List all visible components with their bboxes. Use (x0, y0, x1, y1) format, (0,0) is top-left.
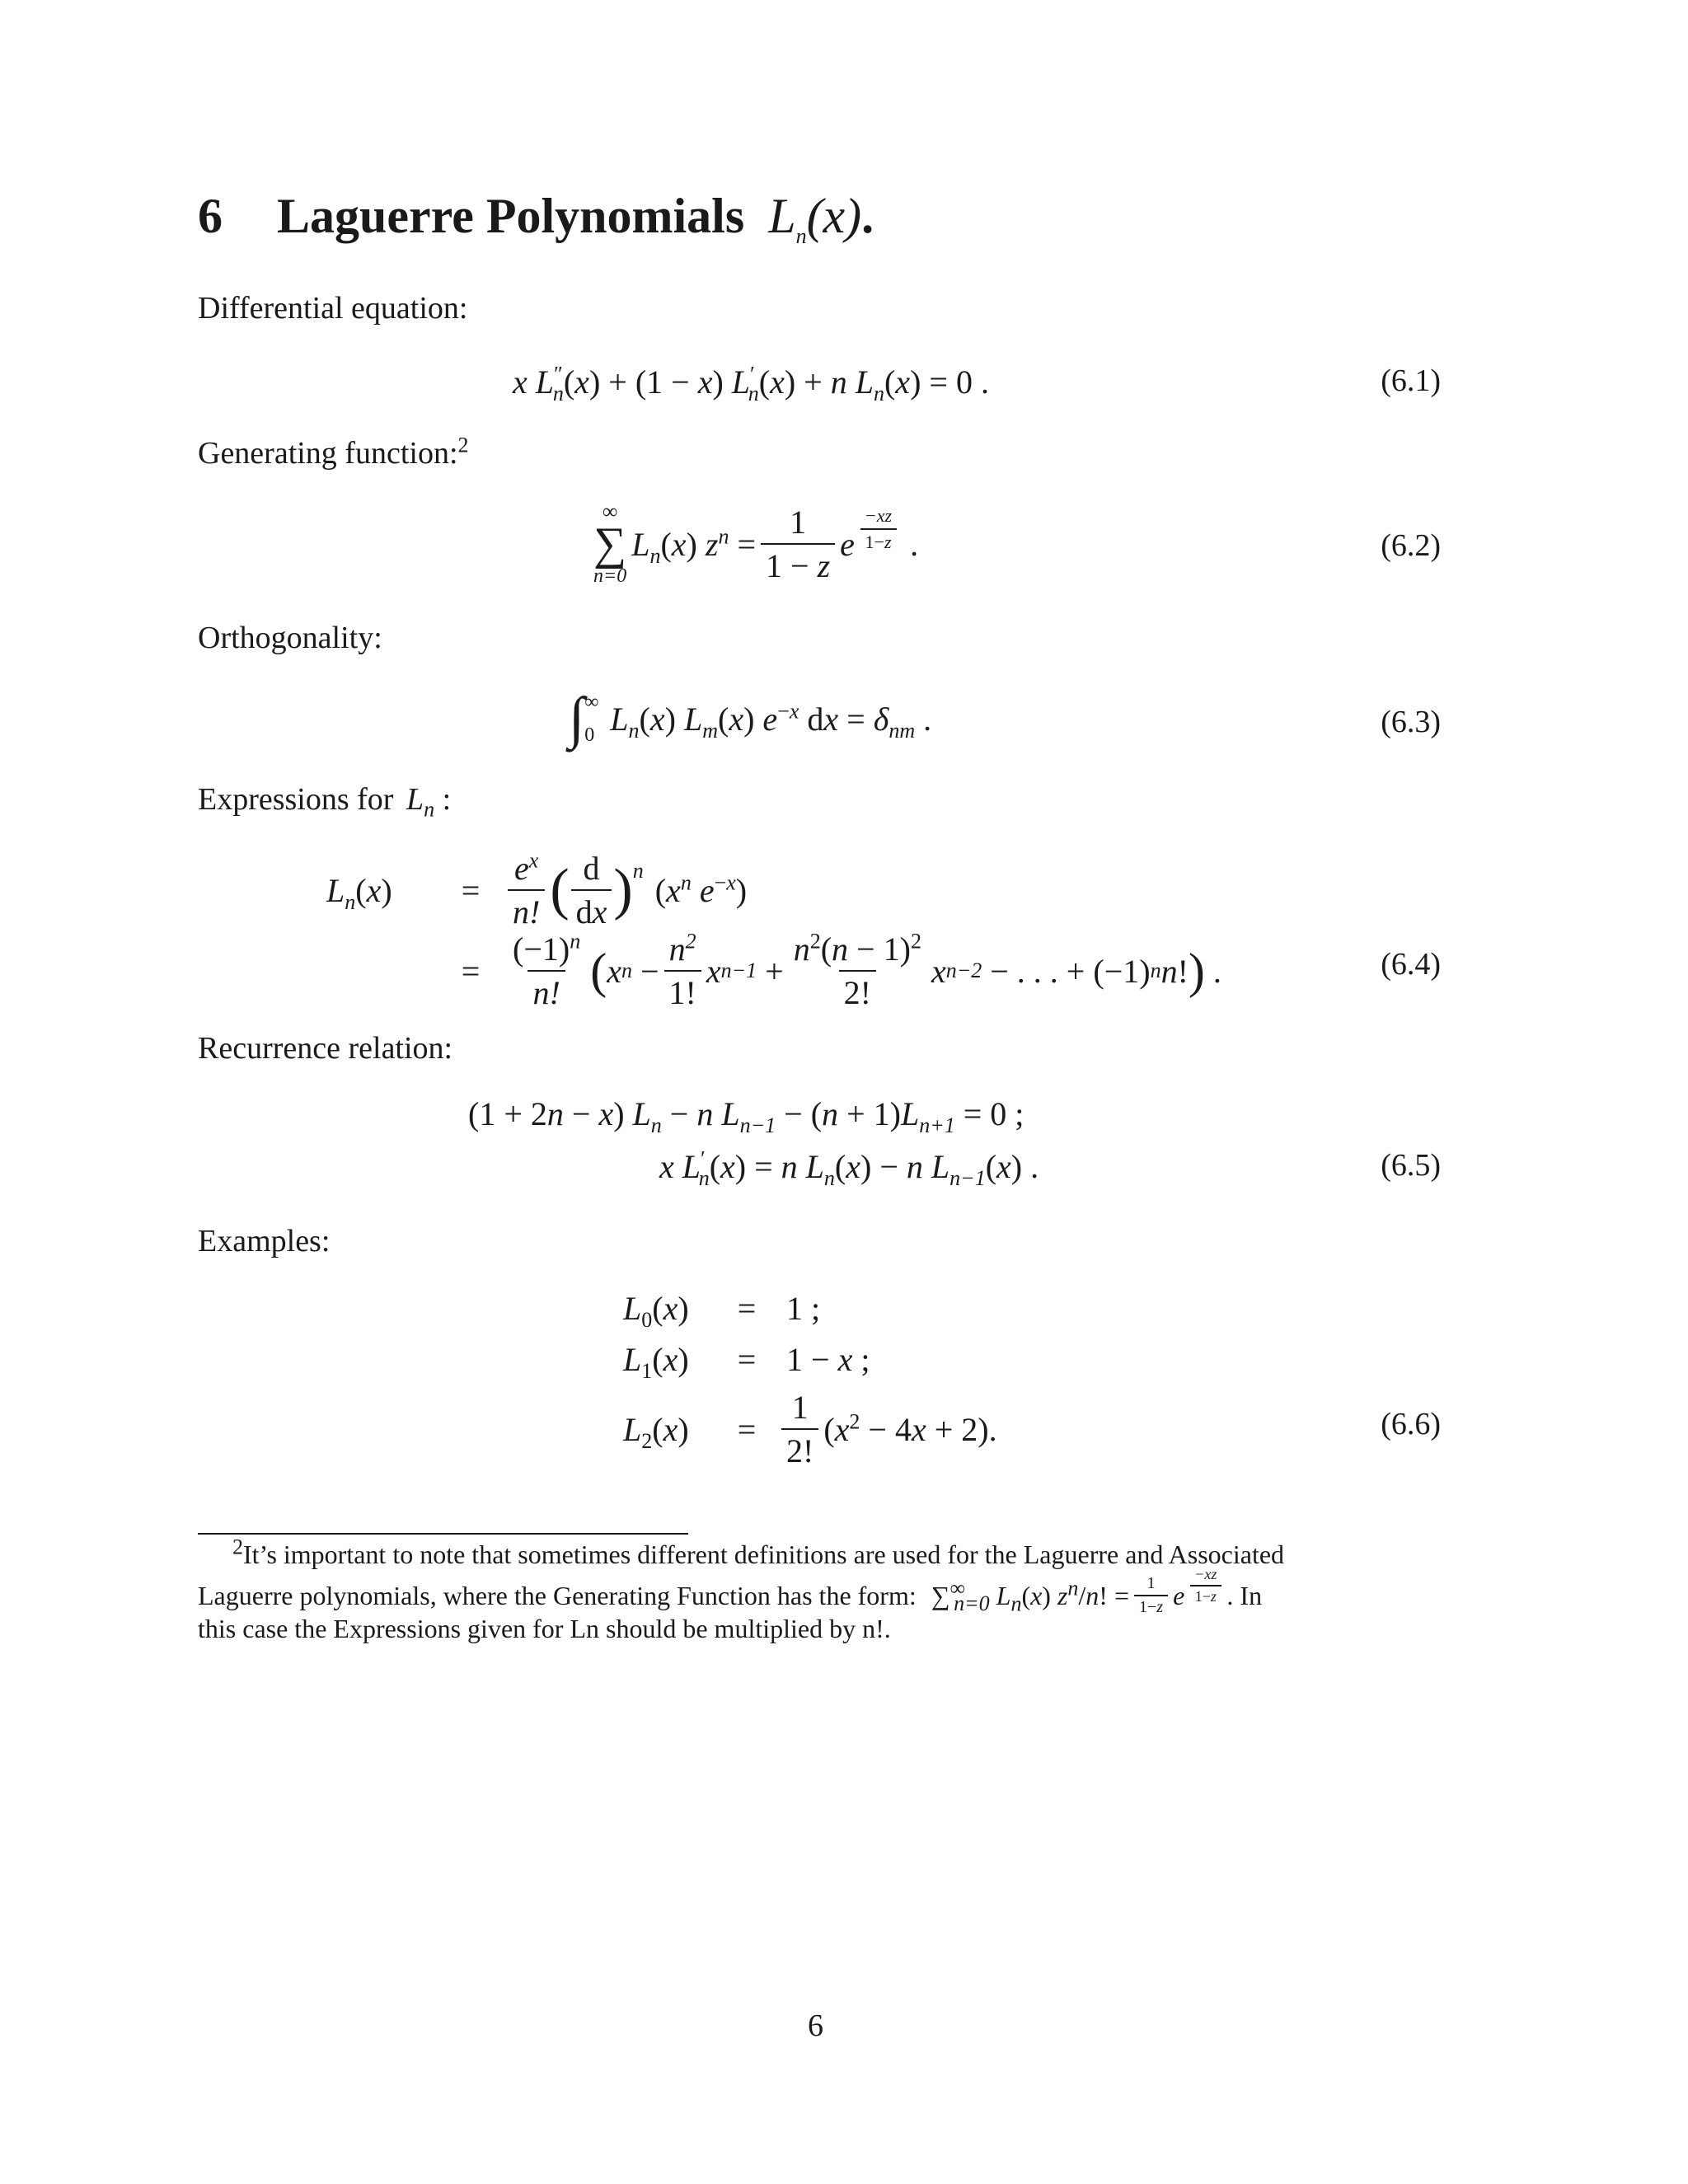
equation-6-6-line-1: $L_0(x)$ = 1 ; (623, 1290, 821, 1332)
equation-6-5-line-2: x $L'_n(x) = n$ $L_n(x) - n$ $L_{n-1}(x)$ . (659, 1146, 1039, 1190)
footnote-text-line-2: Laguerre polynomials, where the Generating Function has the form: (198, 1580, 917, 1610)
equation-number-6-4: (6.4) (1381, 947, 1441, 982)
label-examples: Examples: (198, 1224, 331, 1258)
label-expressions: Expressions for $L_n$ : (198, 782, 452, 822)
section-title-math: $L_n(x)$ (768, 189, 862, 248)
footnote-text-line-2-end: . In (1226, 1580, 1263, 1610)
page-number: 6 (808, 2008, 823, 2043)
section-number: 6 (198, 189, 223, 243)
label-expressions-symbol: $L_n$ (406, 782, 435, 822)
equation-number-6-3: (6.3) (1381, 705, 1441, 739)
label-orthogonality: Orthogonality: (198, 621, 382, 655)
equation-number-6-6: (6.6) (1381, 1407, 1441, 1441)
footnote-line-2: Laguerre polynomials, where the Generating Function has the form: $\sum^\infty_{n=0}$ $L_n(x) z^n/n$! = $\frac{1}{1-z}$ e $\frac{-xz}{1-z}$ . In (198, 1566, 1263, 1616)
equation-number-6-2: (6.2) (1381, 528, 1441, 563)
equation-6-5-line-1: (1 + 2n − x) $L_n - n$ $L_{n-1} - (n + 1)L_{n+1} = 0$ ; (468, 1095, 1025, 1137)
equation-number-6-5: (6.5) (1381, 1148, 1441, 1183)
footnote-inline-formula: $\sum^\infty_{n=0}$ $L_n(x) z^n/n$! = (931, 1575, 1129, 1615)
footnote-mark: 2 (232, 1535, 243, 1559)
footnote-line-1 (232, 1535, 1285, 1570)
equation-6-2: ∞ ∑ n=0 $L_n(x) z^n$ = $\frac{1}{1 - z}$ e $\frac{-xz}{1-z}$ . (593, 499, 919, 587)
section-heading: 6 Laguerre Polynomials $L_n(x)$. (198, 189, 874, 248)
footnote-line-3: this case the Expressions given for Ln should be multiplied by n!. (198, 1614, 891, 1643)
label-differential-equation: Differential equation: (198, 291, 468, 326)
section-title: Laguerre Polynomials (277, 189, 745, 243)
equation-6-6-line-2: $L_1(x)$ = 1 − x ; (623, 1341, 870, 1383)
footnote-rule (198, 1533, 688, 1535)
label-expressions-text: Expressions for (198, 782, 394, 817)
integral-symbol: ∫ ∞ 0 (569, 687, 599, 750)
equation-6-6-line-3: $L_2(x)$ = $\frac{1}{2!}$ $(x^2 - 4x + 2)$. (623, 1389, 997, 1469)
equation-6-1: x $L''_n(x) + (1 - x) L'_n(x) + n$ $L_n(x) = 0$ . (513, 362, 989, 405)
label-generating-function (198, 435, 469, 471)
equation-6-4-line-2: = $\frac{(-1)^n}{n!}$ ( x n − $\frac{n^2}{1!}$ x n−1 + $\frac{n^2(n - 1)^2}{2!}$ x n−2 − . . . + (−1) n n ! ) . (461, 929, 1221, 1011)
sum-symbol: ∞ ∑ n=0 (593, 499, 627, 587)
footnote-reference-mark: 2 (457, 433, 469, 457)
equation-6-3: ∫ ∞ 0 $L_n(x)$ $L_m(x)$ $e^{-x}$ dx = $\delta_{nm}$ . (569, 687, 932, 750)
equation-6-4-line-1: $L_n(x)$ = $\frac{e^x}{n!}$ ( $\frac{d}{dx}$ ) n ($x^n$ $e^{-x}$) (326, 848, 748, 930)
label-generating-function-text: Generating function: (198, 436, 458, 471)
equation-number-6-1: (6.1) (1381, 363, 1441, 398)
footnote-text-line-1: It’s important to note that sometimes different definitions are used for the Laguerre and Associated (243, 1540, 1285, 1569)
label-recurrence-relation: Recurrence relation: (198, 1031, 453, 1066)
